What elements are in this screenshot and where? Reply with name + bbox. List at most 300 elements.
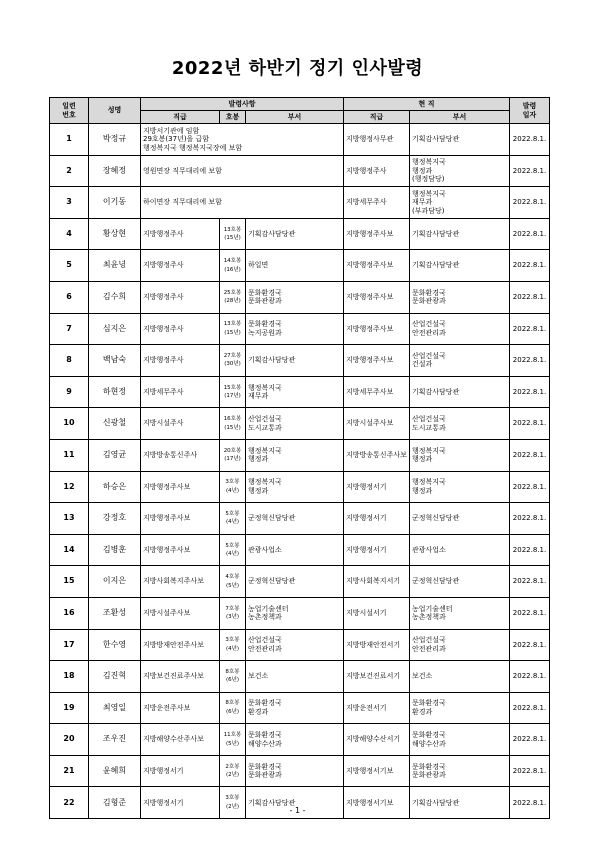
pay-step-line: (15년) [224, 235, 241, 242]
table-row [50, 629, 550, 661]
person-name: 조환성 [89, 597, 141, 629]
pay-step-line: (28년) [224, 298, 241, 305]
pay-step-line: (4년) [225, 645, 240, 652]
pay-step [220, 755, 246, 787]
row-number: 21 [50, 755, 89, 787]
person-name: 윤혜희 [89, 755, 141, 787]
pay-step [220, 408, 246, 440]
current-department-line: 행정과 [412, 486, 433, 495]
current-rank: 지방방송통신주사보 [344, 439, 410, 471]
new-department-line: 환경과 [248, 707, 269, 716]
new-department-line: 산업건설국 [248, 636, 282, 645]
order-date: 2022.8.1. [510, 787, 550, 819]
person-name: 박정규 [89, 124, 141, 156]
pay-step-line: (6년) [225, 708, 240, 715]
new-rank: 지방보건진료주사보 [141, 661, 220, 693]
current-rank: 지방행정서기보 [344, 787, 410, 819]
row-number: 11 [50, 439, 89, 471]
row-number: 4 [50, 218, 89, 250]
header-current-rank: 직급 [344, 111, 410, 124]
current-rank: 지방행정서기 [344, 503, 410, 535]
current-department-line: 문화관광과 [412, 297, 446, 306]
row-number: 3 [50, 187, 89, 219]
pay-step-line: (4년) [225, 487, 240, 494]
table-row [50, 408, 550, 440]
current-department [410, 471, 510, 503]
header-current-dept: 부서 [410, 111, 510, 124]
pay-step [220, 439, 246, 471]
order-date: 2022.8.1. [510, 313, 550, 345]
current-department [410, 376, 510, 408]
pay-step-line: (5년) [225, 740, 240, 747]
order-date: 2022.8.1. [510, 250, 550, 282]
new-rank: 지방세무주사 [141, 376, 220, 408]
new-department-line: 관광사업소 [248, 545, 282, 554]
new-department-line: 기획감사담당관 [248, 229, 296, 238]
new-department-line: 기획감사담당관 [248, 798, 296, 807]
pay-step [220, 250, 246, 282]
pay-step-line: 8호봉 [225, 668, 240, 675]
current-department [410, 629, 510, 661]
new-department [246, 345, 344, 377]
current-department-line: 산업건설국 [412, 351, 446, 360]
new-department [246, 313, 344, 345]
current-department-line: 군정혁신담당관 [412, 514, 460, 523]
current-department [410, 724, 510, 756]
table-row [50, 376, 550, 408]
order-date: 2022.8.1. [510, 755, 550, 787]
person-name: 김수희 [89, 281, 141, 313]
order-date: 2022.8.1. [510, 439, 550, 471]
new-department-line: 안전관리과 [248, 644, 282, 653]
header-rank: 직급 [141, 111, 220, 124]
current-rank: 지방행정주사보 [344, 281, 410, 313]
table-row [50, 281, 550, 313]
pay-step-line: 5호봉 [225, 542, 240, 549]
pay-step-line: (17년) [224, 456, 241, 463]
current-department [410, 439, 510, 471]
current-department-line: 행정복지국 [412, 446, 446, 455]
new-department [246, 281, 344, 313]
table-row [50, 755, 550, 787]
current-rank: 지방행정주사보 [344, 345, 410, 377]
new-department [246, 566, 344, 598]
new-department-line: 농업기술센터 [248, 604, 289, 613]
person-name: 김영균 [89, 439, 141, 471]
pay-step-line: (30년) [224, 361, 241, 368]
current-department-line: 문화관광과 [412, 771, 446, 780]
new-department-line: 농촌정책과 [248, 613, 282, 622]
current-department-line: 행정복지국 [412, 478, 446, 487]
pay-step [220, 724, 246, 756]
order-description-line: 29호봉(37년)을 급함 [143, 135, 210, 144]
new-department [246, 503, 344, 535]
table-row [50, 345, 550, 377]
pay-step-line: (2년) [225, 772, 240, 779]
new-department [246, 218, 344, 250]
order-description-line: 행정복지국 행정복지국장에 보함 [143, 143, 243, 152]
current-department-line: 기획감사담당관 [412, 261, 460, 270]
pay-step-line: (4년) [225, 551, 240, 558]
header-dept: 부서 [246, 111, 344, 124]
row-number: 17 [50, 629, 89, 661]
table-row [50, 566, 550, 598]
row-number: 13 [50, 503, 89, 535]
pay-step-line: 4호봉 [225, 574, 240, 581]
row-number: 18 [50, 661, 89, 693]
header-no: 일련 번호 [50, 98, 89, 124]
current-department-line: 해양수산과 [412, 739, 446, 748]
current-rank: 지방사회복지서기 [344, 566, 410, 598]
current-department-line: 행정과 [412, 166, 433, 175]
new-department-line: 군정혁신담당관 [248, 514, 296, 523]
order-date: 2022.8.1. [510, 629, 550, 661]
order-date: 2022.8.1. [510, 281, 550, 313]
pay-step-line: 3호봉 [225, 637, 240, 644]
person-name: 조우진 [89, 724, 141, 756]
current-department [410, 534, 510, 566]
new-rank: 지방방재안전주사보 [141, 629, 220, 661]
current-rank: 지방시설서기 [344, 597, 410, 629]
current-department [410, 124, 510, 156]
current-department-line: 도시교통과 [412, 423, 446, 432]
current-rank: 지방행정주사보 [344, 313, 410, 345]
pay-step-line: 20호봉 [223, 447, 242, 454]
person-name: 이기동 [89, 187, 141, 219]
current-department [410, 345, 510, 377]
current-rank: 지방행정주사 [344, 155, 410, 187]
row-number: 12 [50, 471, 89, 503]
current-rank: 지방보건진료서기 [344, 661, 410, 693]
current-department [410, 313, 510, 345]
pay-step-line: 11호봉 [223, 732, 242, 739]
order-date: 2022.8.1. [510, 692, 550, 724]
pay-step [220, 313, 246, 345]
header-step: 호봉 [220, 111, 246, 124]
order-description-line: 하이면장 직무대리에 보함 [143, 198, 222, 207]
current-department-line: 행정과 [412, 455, 433, 464]
personnel-table [49, 97, 550, 819]
person-name: 하현정 [89, 376, 141, 408]
document-title: 2022년 하반기 정기 인사발령 [171, 58, 424, 79]
current-department [410, 408, 510, 440]
pay-step-line: (16년) [224, 266, 241, 273]
row-number: 9 [50, 376, 89, 408]
current-rank: 지방세무주사 [344, 187, 410, 219]
current-rank: 지방시설주사보 [344, 408, 410, 440]
pay-step-line: 3호봉 [225, 795, 240, 802]
current-department-line: 문화환경국 [412, 731, 446, 740]
pay-step [220, 661, 246, 693]
current-department-line: 문화환경국 [412, 288, 446, 297]
order-description [141, 187, 344, 219]
order-date: 2022.8.1. [510, 661, 550, 693]
new-department-line: 군정혁신담당관 [248, 577, 296, 586]
new-rank: 지방방송통신주사 [141, 439, 220, 471]
new-department [246, 534, 344, 566]
current-rank: 지방행정주사보 [344, 218, 410, 250]
table-row [50, 439, 550, 471]
row-number: 19 [50, 692, 89, 724]
order-date: 2022.8.1. [510, 471, 550, 503]
pay-step-line: 5호봉 [225, 510, 240, 517]
pay-step [220, 503, 246, 535]
header-date: 발령 일자 [510, 98, 550, 124]
current-department-line: 산업건설국 [412, 415, 446, 424]
order-date: 2022.8.1. [510, 724, 550, 756]
current-department [410, 155, 510, 187]
table-row [50, 724, 550, 756]
new-department-line: 문화환경국 [248, 288, 282, 297]
page-number: - 1 - [289, 806, 306, 815]
new-department-line: 문화환경국 [248, 699, 282, 708]
order-date: 2022.8.1. [510, 124, 550, 156]
current-department-line: 보건소 [412, 672, 433, 681]
pay-step-line: 13호봉 [223, 321, 242, 328]
new-rank: 지방행정주사 [141, 345, 220, 377]
new-department-line: 해양수산과 [248, 739, 282, 748]
new-rank: 지방운전주사보 [141, 692, 220, 724]
current-department-line: 건설과 [412, 360, 433, 369]
new-rank: 지방행정주사 [141, 218, 220, 250]
person-name: 백남숙 [89, 345, 141, 377]
pay-step-line: 3호봉 [225, 479, 240, 486]
person-name: 최윤녕 [89, 250, 141, 282]
row-number: 20 [50, 724, 89, 756]
header-current-group: 현 직 [344, 98, 510, 111]
table-row [50, 534, 550, 566]
current-department [410, 597, 510, 629]
row-number: 7 [50, 313, 89, 345]
pay-step [220, 281, 246, 313]
pay-step [220, 534, 246, 566]
new-department [246, 408, 344, 440]
new-rank: 지방행정서기 [141, 787, 220, 819]
order-date: 2022.8.1. [510, 345, 550, 377]
current-department-line: 기획감사담당관 [412, 135, 460, 144]
new-department [246, 692, 344, 724]
pay-step [220, 692, 246, 724]
current-department-line: 농업기술센터 [412, 604, 453, 613]
order-description-line: 영원면장 직무대리에 보함 [143, 166, 222, 175]
pay-step [220, 471, 246, 503]
pay-step-line: (3년) [225, 614, 240, 621]
new-department-line: 문화환경국 [248, 731, 282, 740]
pay-step-line: (4년) [225, 519, 240, 526]
current-department-line: 산업건설국 [412, 636, 446, 645]
new-department [246, 597, 344, 629]
current-rank: 지방행정주사보 [344, 250, 410, 282]
pay-step-line: 27호봉 [223, 352, 242, 359]
new-department [246, 724, 344, 756]
order-date: 2022.8.1. [510, 597, 550, 629]
header-row-1 [50, 98, 550, 111]
new-department-line: 행정과 [248, 455, 269, 464]
row-number: 14 [50, 534, 89, 566]
table-row [50, 471, 550, 503]
new-department-line: 문화관광과 [248, 771, 282, 780]
pay-step [220, 597, 246, 629]
order-date: 2022.8.1. [510, 218, 550, 250]
order-description [141, 155, 344, 187]
pay-step-line: 16호봉 [223, 416, 242, 423]
new-rank: 지방행정주사보 [141, 471, 220, 503]
person-name: 최영일 [89, 692, 141, 724]
person-name: 이지은 [89, 566, 141, 598]
new-department-line: 기획감사담당관 [248, 356, 296, 365]
pay-step-line: 2호봉 [225, 763, 240, 770]
current-department-line: 환경과 [412, 707, 433, 716]
pay-step [220, 218, 246, 250]
pay-step-line: 25호봉 [223, 289, 242, 296]
current-department [410, 187, 510, 219]
current-department-line: 안전관리과 [412, 328, 446, 337]
new-department-line: 행정복지국 [248, 383, 282, 392]
order-date: 2022.8.1. [510, 408, 550, 440]
new-rank: 지방행정주사보 [141, 503, 220, 535]
new-rank: 지방시설주사보 [141, 597, 220, 629]
order-description [141, 124, 344, 156]
new-rank: 지방시설주사 [141, 408, 220, 440]
order-date: 2022.8.1. [510, 566, 550, 598]
person-name: 심지은 [89, 313, 141, 345]
pay-step-line: 8호봉 [225, 700, 240, 707]
table-row [50, 692, 550, 724]
person-name: 장혜정 [89, 155, 141, 187]
order-date: 2022.8.1. [510, 534, 550, 566]
header-order-group: 발령사항 [141, 98, 344, 111]
pay-step [220, 566, 246, 598]
pay-step-line: 15호봉 [223, 384, 242, 391]
pay-step-line: (6년) [225, 677, 240, 684]
new-rank: 지방해양수산주사보 [141, 724, 220, 756]
table-row [50, 313, 550, 345]
current-rank: 지방행정서기 [344, 471, 410, 503]
current-department-line: 농촌정책과 [412, 613, 446, 622]
order-description-line: 지방서기관에 임함 [143, 126, 200, 135]
pay-step [220, 629, 246, 661]
current-department [410, 755, 510, 787]
current-department-line: 기획감사담당관 [412, 387, 460, 396]
new-department-line: 도시교통과 [248, 423, 282, 432]
current-rank: 지방세무주사보 [344, 376, 410, 408]
new-department [246, 661, 344, 693]
new-rank: 지방행정주사 [141, 250, 220, 282]
new-department [246, 439, 344, 471]
new-department-line: 보건소 [248, 672, 269, 681]
current-department [410, 281, 510, 313]
table-row [50, 250, 550, 282]
new-rank: 지방행정주사 [141, 281, 220, 313]
person-name: 김병훈 [89, 534, 141, 566]
pay-step-line: (15년) [224, 424, 241, 431]
table-row [50, 124, 550, 156]
pay-step-line: 14호봉 [223, 258, 242, 265]
person-name: 하승은 [89, 471, 141, 503]
table-row [50, 503, 550, 535]
new-department [246, 755, 344, 787]
new-department-line: 산업건설국 [248, 415, 282, 424]
pay-step-line: (15년) [224, 329, 241, 336]
current-department-line: 군정혁신담당관 [412, 577, 460, 586]
row-number: 2 [50, 155, 89, 187]
person-name: 강정호 [89, 503, 141, 535]
current-department-line: 행정복지국 [412, 189, 446, 198]
new-department-line: 하일면 [248, 261, 269, 270]
order-date: 2022.8.1. [510, 376, 550, 408]
pay-step-line: 13호봉 [223, 226, 242, 233]
person-name: 황상현 [89, 218, 141, 250]
pay-step-line: (17년) [224, 393, 241, 400]
row-number: 10 [50, 408, 89, 440]
current-rank: 지방행정사무관 [344, 124, 410, 156]
current-department-line: 재무과 [412, 198, 433, 207]
header-name: 성명 [89, 98, 141, 124]
new-department-line: 행정복지국 [248, 478, 282, 487]
row-number: 15 [50, 566, 89, 598]
current-department-line: 안전관리과 [412, 644, 446, 653]
table-row [50, 597, 550, 629]
person-name: 김진혁 [89, 661, 141, 693]
order-date: 2022.8.1. [510, 187, 550, 219]
table-row [50, 155, 550, 187]
new-department [246, 629, 344, 661]
current-department-line: 문화환경국 [412, 699, 446, 708]
pay-step-line: (5년) [225, 582, 240, 589]
order-date: 2022.8.1. [510, 503, 550, 535]
table-row [50, 218, 550, 250]
row-number: 5 [50, 250, 89, 282]
table-row [50, 661, 550, 693]
new-department [246, 471, 344, 503]
new-department-line: 행정과 [248, 486, 269, 495]
current-department-line: 기획감사담당관 [412, 798, 460, 807]
current-department-line: 문화환경국 [412, 762, 446, 771]
new-department-line: 녹지공원과 [248, 328, 282, 337]
current-rank: 지방해양수산서기 [344, 724, 410, 756]
current-department [410, 661, 510, 693]
new-rank: 지방사회복지주사보 [141, 566, 220, 598]
person-name: 한수영 [89, 629, 141, 661]
pay-step [220, 345, 246, 377]
current-department-line: 관광사업소 [412, 545, 446, 554]
row-number: 22 [50, 787, 89, 819]
person-name: 김형준 [89, 787, 141, 819]
current-department [410, 566, 510, 598]
new-department-line: 문화환경국 [248, 320, 282, 329]
current-department-line: 행정복지국 [412, 158, 446, 167]
current-department [410, 250, 510, 282]
new-department-line: 행정복지국 [248, 446, 282, 455]
new-department-line: 문화관광과 [248, 297, 282, 306]
new-rank: 지방행정서기 [141, 755, 220, 787]
new-department [246, 376, 344, 408]
current-department-line: (부과담당) [412, 206, 445, 215]
new-department-line: 재무과 [248, 392, 269, 401]
current-department-line: (행정담당) [412, 175, 445, 184]
current-department [410, 692, 510, 724]
current-rank: 지방행정서기보 [344, 755, 410, 787]
row-number: 1 [50, 124, 89, 156]
row-number: 8 [50, 345, 89, 377]
person-name: 신광철 [89, 408, 141, 440]
table-row [50, 187, 550, 219]
new-department-line: 문화환경국 [248, 762, 282, 771]
new-rank: 지방행정주사 [141, 313, 220, 345]
new-rank: 지방행정주사보 [141, 534, 220, 566]
pay-step-line: 7호봉 [225, 605, 240, 612]
new-department [246, 250, 344, 282]
